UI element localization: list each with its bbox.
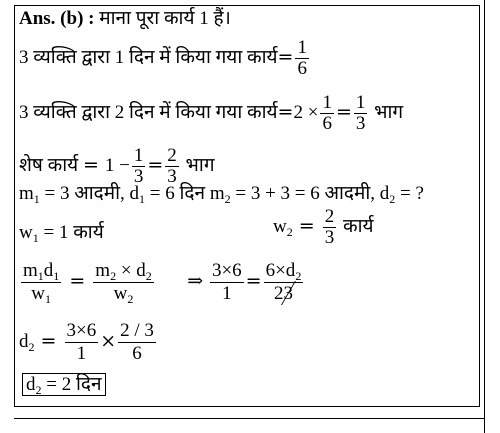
d2-calculation: $d_2$ = $\frac{3\times 6}{1}$ × $\frac{2 / 3}{6}$ xyxy=(19,320,154,364)
fraction-3x6-over-1: $\frac{3\times 6}{1}$ xyxy=(211,260,242,304)
fraction-one-third: $\frac{1}{3}$ xyxy=(355,92,366,134)
fraction-two-thirds: $\frac{2}{3}$ xyxy=(167,145,177,187)
fraction-3x6-over-1: $\frac{3\times 6}{1}$ xyxy=(66,320,97,364)
work-two-days-line: 3 व्यक्ति द्वारा 2 दिन में किया गया कार्य=2 × $\frac{1}{6}$ = $\frac{1}{3}$ भाग xyxy=(19,92,404,134)
work-two-days-text: 3 व्यक्ति द्वारा 2 दिन में किया गया कार्य xyxy=(19,101,278,123)
remaining-work-text: शेष कार्य xyxy=(19,154,79,176)
remaining-work-line: शेष कार्य = 1 − $\frac{1}{3}$ = $\frac{2}{3}$ भाग xyxy=(19,145,215,187)
answer-header xyxy=(19,8,231,30)
given-values-line: $m_1 = 3$ आदमी, $d_1 = 6$ दिन $m_2 = 3 + 3 = 6$ आदमी, $d_2$ = ? xyxy=(19,183,424,206)
lhs-fraction: $\frac{m_1d_1}{w_1}$ xyxy=(23,260,60,306)
work-one-day-line: 3 व्यक्ति द्वारा 1 दिन में किया गया कार्य= $\frac{1}{6}$ xyxy=(19,37,307,79)
rhs-fraction: $\frac{m_2 \times d_2}{w_2}$ xyxy=(95,260,152,306)
fraction-one-third: $\frac{1}{3}$ xyxy=(133,145,144,187)
final-answer xyxy=(22,374,106,396)
fraction-2-3-over-6: $\frac{2 / 3}{6}$ xyxy=(120,320,154,364)
work-one-day-text: 3 व्यक्ति द्वारा 1 दिन में किया गया कार्य xyxy=(19,46,278,68)
part-word: भाग xyxy=(185,154,215,176)
work-values-w2: $w_2$ = $\frac{2}{3}$ कार्य xyxy=(273,206,374,248)
page-edge-right xyxy=(484,0,485,433)
fraction-one-sixth: $\frac{1}{6}$ xyxy=(297,37,307,79)
page-edge-bottom xyxy=(14,418,484,419)
fraction-6xd2-over-2-3: $\frac{6\times d_2}{23}$ xyxy=(265,260,302,304)
work-values-w1: $w_1 = 1$ कार्य xyxy=(19,222,104,245)
answer-box: $d_2 = 2$ दिन xyxy=(22,373,106,396)
answer-label: Ans. (b) : xyxy=(19,8,95,29)
fraction-two-thirds: $\frac{2}{3}$ xyxy=(324,206,335,248)
implies-arrow: ⇒ xyxy=(187,269,204,292)
fraction-one-sixth: $\frac{1}{6}$ xyxy=(322,92,332,134)
intro-text: माना पूरा कार्य 1 हैं। xyxy=(99,8,231,29)
part-word: भाग xyxy=(374,101,404,123)
proportion-equation: $\frac{m_1d_1}{w_1}$ = $\frac{m_2 \times d_2}{w_2}$ ⇒ $\frac{3\times 6}{1}$ = $\frac{6\times d_2}{23}$ xyxy=(23,260,302,306)
